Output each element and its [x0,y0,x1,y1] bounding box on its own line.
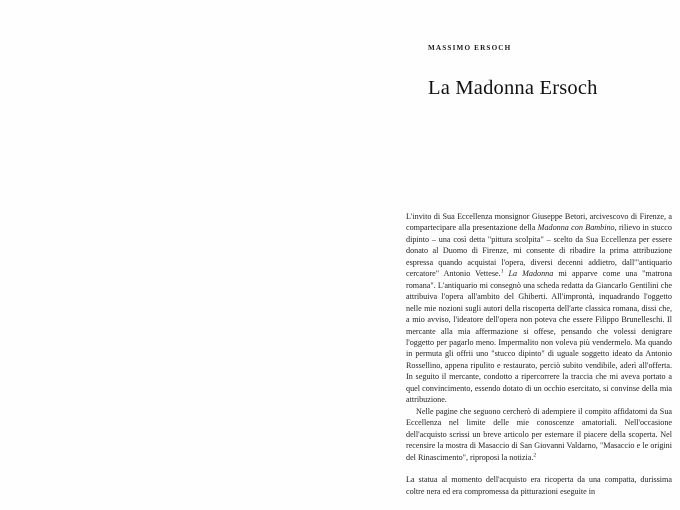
author-name: MASSIMO ERSOCH [428,44,512,52]
paragraph: L'invito di Sua Eccellenza monsignor Giuseppe Betori, arcivescovo di Firenze, a compartecipare alla presentazione della Madonna con Bambino, rilievo in stucco dipinto – una così detta "pittura scolpita" – scelto da Sua Eccellenza per essere donato al Duomo di Firenze, mi consente di ribadire la prima attribuzione espressa quando acquistai l'opera, diversi decenni addietro, dall'"antiquario cercatore" Antonio Vettese.$^1$ La Madonna mi apparve come una "matrona romana". L'antiquario mi consegnò una scheda redatta da Giancarlo Gentilini che attribuiva l'opera all'ambito del Ghiberti. All'improntà, inquadrando l'oggetto nelle mie nozioni sugli autori della riscoperta dell'arte classica romana, dissi che, a mio avviso, l'ideatore dell'opera non poteva che essere Filippo Brunelleschi. Il mercante alla mia affermazione si offese, pensando che volessi denigrare l'oggetto per pagarlo meno. Impermalito non voleva più vendermelo. Ma quando in permuta gli offrii uno "stucco dipinto" di uguale soggetto ideato da Antonio Rossellino, appena ripulito e restaurato, perciò subito vendibile, aderì all'offerta. In seguito il mercante, condotto a ripercorrere la traccia che mi aveva portato a quel convincimento, essendo dotato di un occhio esercitato, si convinse della mia attribuzione. [406,212,673,405]
paragraph: Nelle pagine che seguono cercherò di adempiere il compito affidatomi da Sua Eccellenza nel limite delle mie conoscenze amatoriali. Nell'occasione dell'acquisto scrissi un breve articolo per esternare il piacere della scoperta. Nel recensire la mostra di Masaccio di San Giovanni Valdarno, "Masaccio e le origini del Rinascimento", riproposi la notizia.$^2$ [406,406,672,462]
text-column [406,0,672,510]
page-title: La Madonna Ersoch [428,76,598,99]
paragraph: La statua al momento dell'acquisto era ricoperta da una compatta, durissima coltre nera ed era compromessa da pitturazioni eseguite in [406,475,672,496]
body-text [406,211,672,497]
